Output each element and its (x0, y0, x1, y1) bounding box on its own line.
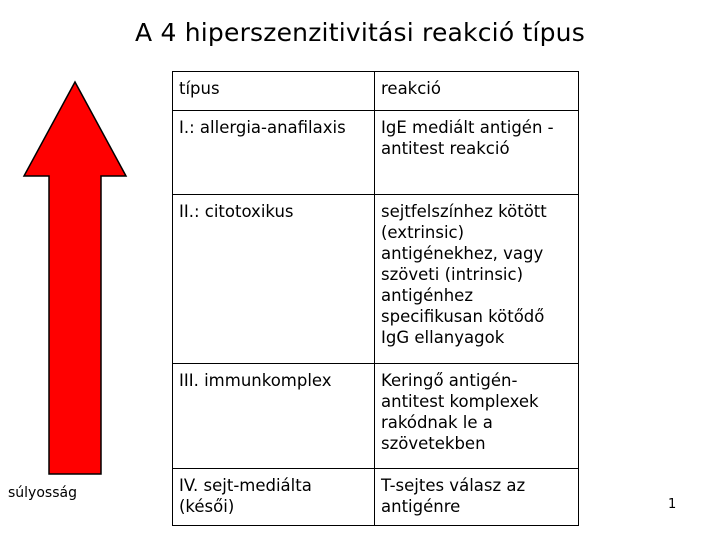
header-reaction: reakció (375, 72, 579, 111)
type-cell: IV. sejt-mediálta (késői) (173, 469, 375, 526)
table-row (173, 469, 579, 526)
reaction-cell: Keringő antigén-antitest komplexek rakódnak le a szövetekben (375, 364, 579, 469)
arrow-shape (24, 82, 126, 474)
reaction-cell: IgE mediált antigén -antitest reakció (375, 111, 579, 195)
reaction-cell: T-sejtes válasz az antigénre (375, 469, 579, 526)
table-header-row (173, 72, 579, 111)
type-cell: I.: allergia-anafilaxis (173, 111, 375, 195)
slide-title: A 4 hiperszenzitivitási reakció típus (135, 18, 585, 47)
severity-label: súlyosság (8, 485, 77, 501)
type-cell: III. immunkomplex (173, 364, 375, 469)
hypersensitivity-table (172, 71, 579, 526)
table-row (173, 111, 579, 195)
header-type: típus (173, 72, 375, 111)
table-row (173, 364, 579, 469)
table-row (173, 195, 579, 364)
severity-arrow-icon (20, 78, 130, 478)
reaction-cell: sejtfelszínhez kötött (extrinsic) antigénekhez, vagy szöveti (intrinsic) antigénhez specifikusan kötődő IgG ellanyagok (375, 195, 579, 364)
type-cell: II.: citotoxikus (173, 195, 375, 364)
page-number: 1 (668, 497, 677, 512)
